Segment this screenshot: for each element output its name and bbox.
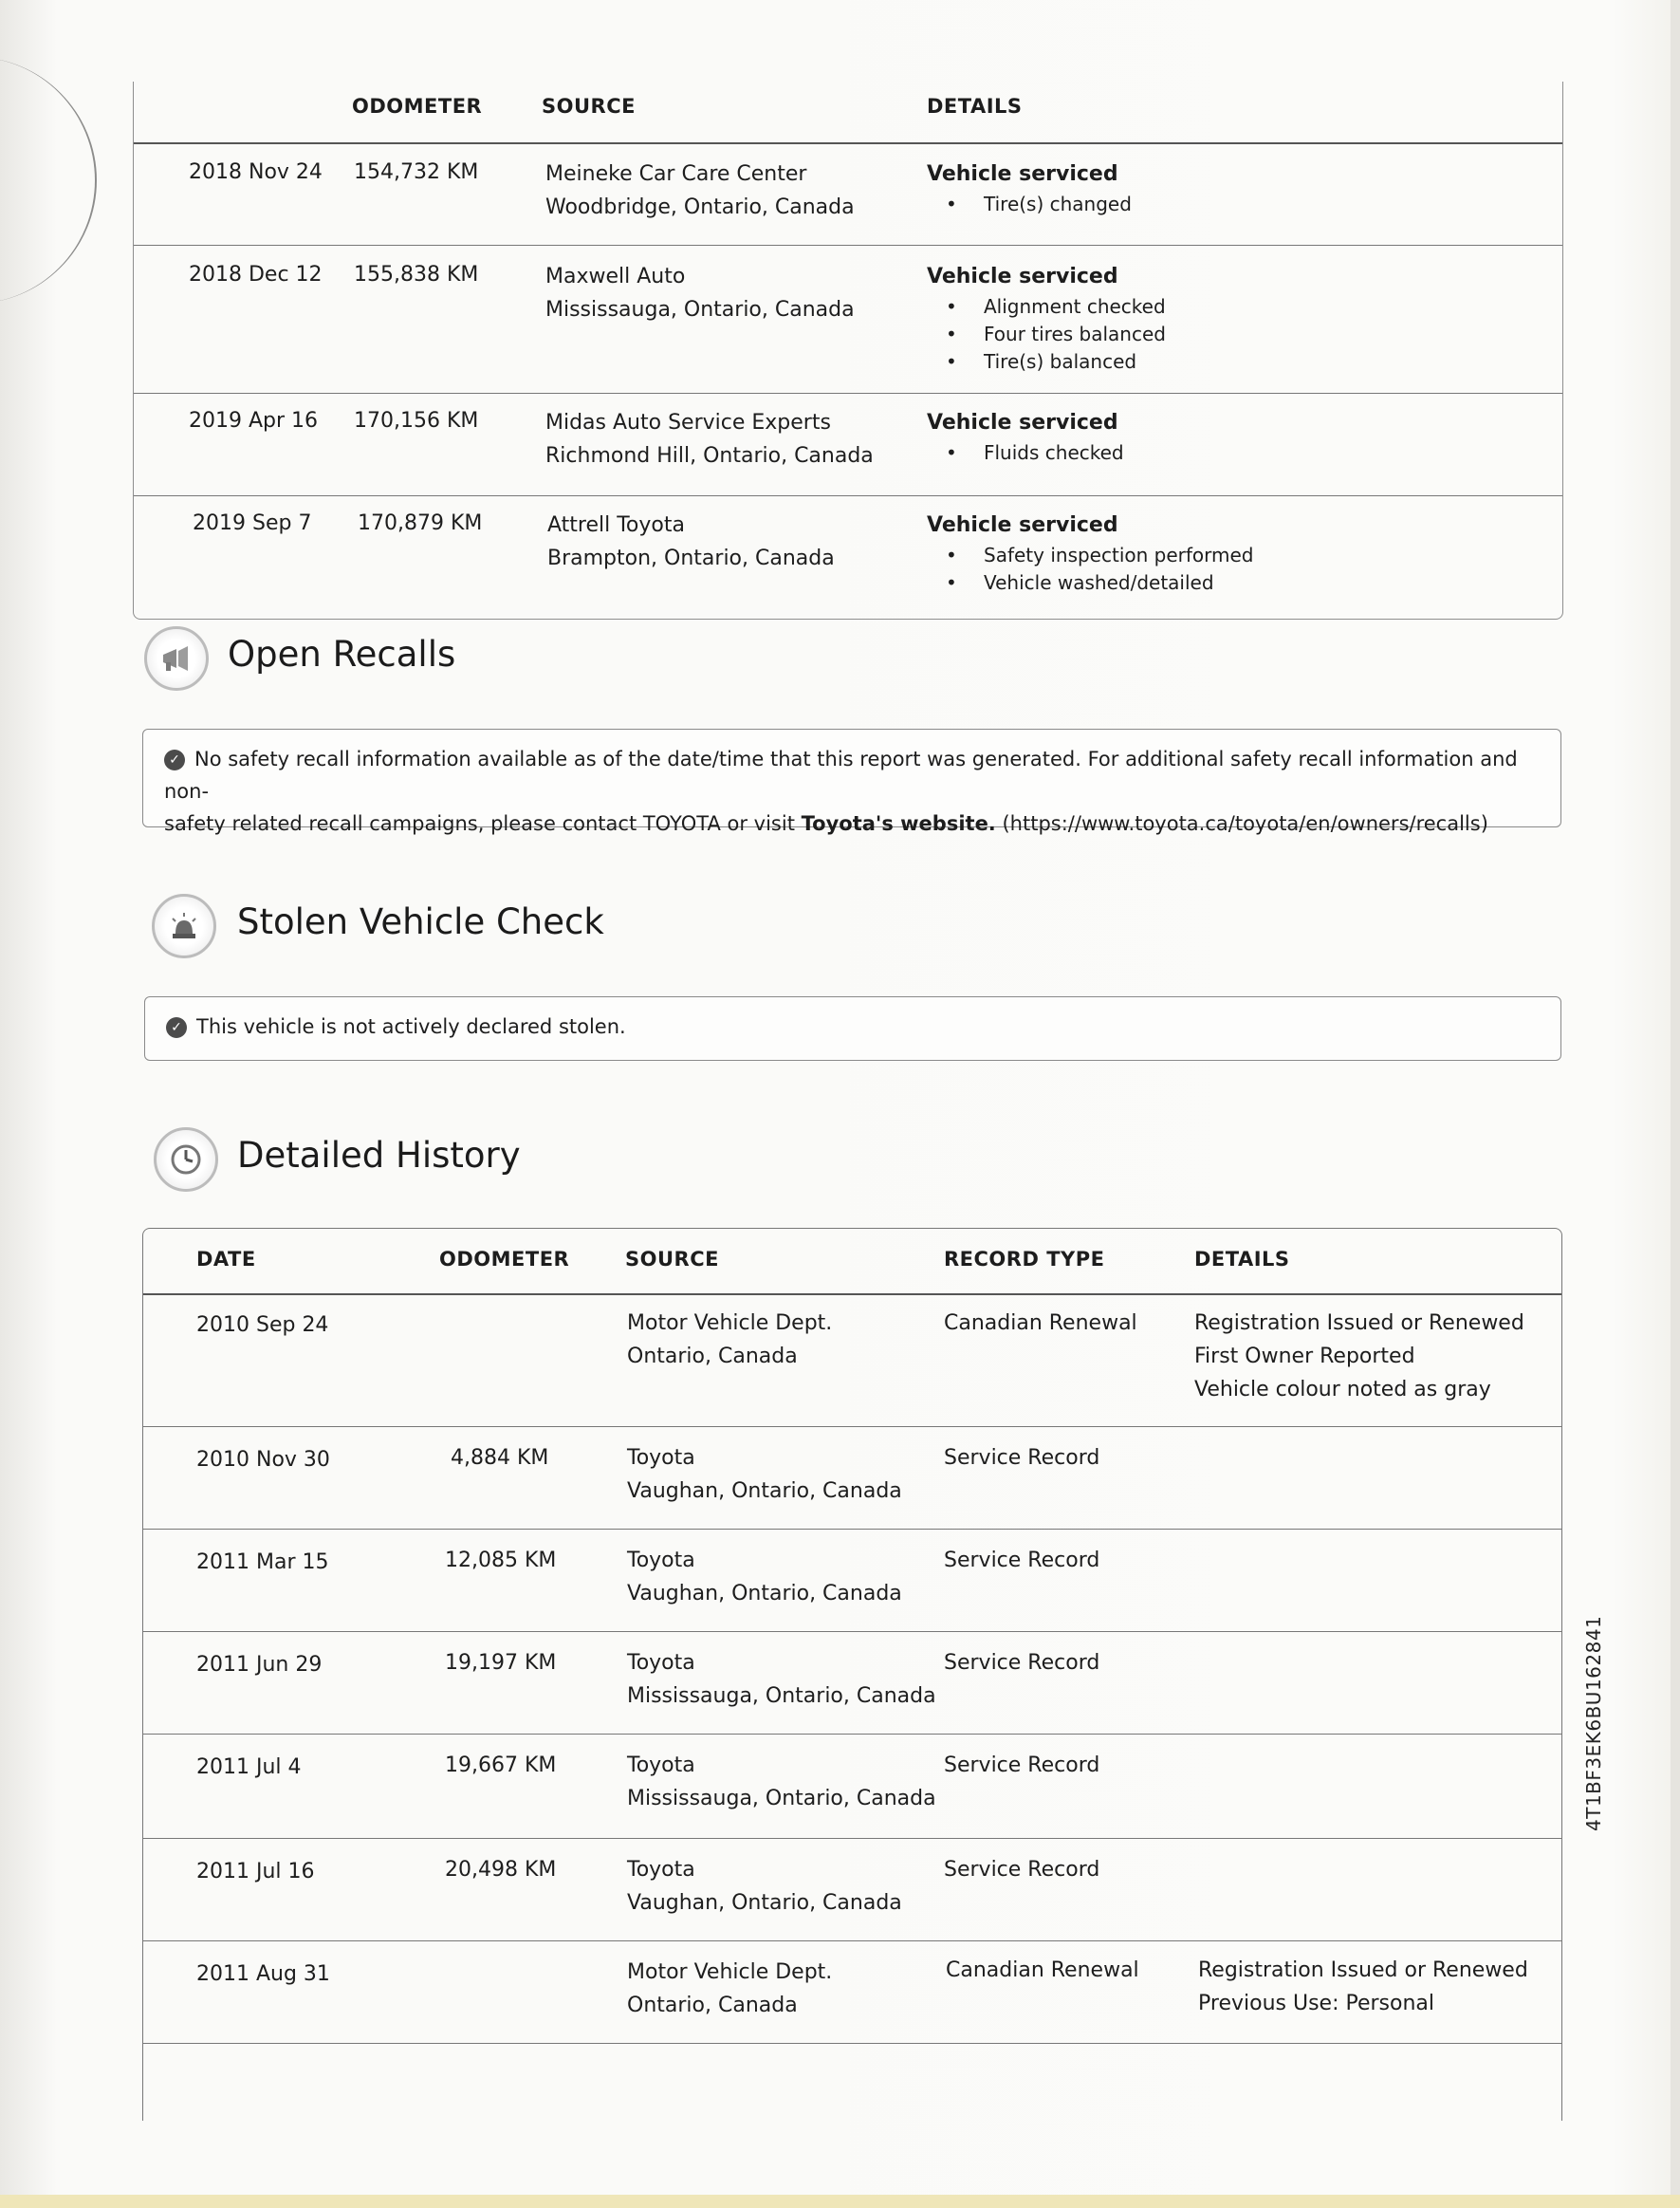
row-source (627, 1853, 902, 1920)
row-odometer: 20,498 KM (445, 1858, 557, 1882)
detail-title: Vehicle serviced (927, 411, 1118, 435)
row-date: 2010 Nov 30 (196, 1448, 330, 1472)
row-odometer: 170,879 KM (358, 511, 483, 535)
row-source (627, 1307, 832, 1373)
row-source (545, 260, 855, 326)
recall-message-line1: No safety recall information available as of the date/time that this report was generated. For additional safety recall information and non- (164, 748, 1518, 803)
row-source (547, 509, 835, 575)
row-source (627, 1544, 902, 1610)
check-circle-icon: ✓ (164, 750, 185, 770)
row-odometer: 12,085 KM (445, 1549, 557, 1572)
row-date: 2019 Apr 16 (189, 409, 319, 433)
row-date: 2018 Dec 12 (189, 263, 323, 287)
row-details (927, 260, 1166, 376)
row-record-type: Service Record (944, 1753, 1100, 1777)
source-name: Motor Vehicle Dept. (627, 1960, 833, 1984)
source-location: Mississauga, Ontario, Canada (627, 1684, 936, 1708)
row-odometer: 19,667 KM (445, 1753, 557, 1777)
source-location: Ontario, Canada (627, 1994, 798, 2017)
source-location: Vaughan, Ontario, Canada (627, 1582, 902, 1605)
stolen-message (166, 1011, 626, 1043)
row-date: 2011 Aug 31 (196, 1962, 330, 1986)
table-row (143, 1840, 1561, 1941)
row-source (627, 1956, 832, 2022)
header-record-type: RECORD TYPE (944, 1248, 1105, 1271)
row-odometer: 19,197 KM (445, 1651, 557, 1675)
page-curl (0, 57, 97, 304)
table-row (143, 1295, 1561, 1427)
source-location: Brampton, Ontario, Canada (547, 547, 835, 570)
clock-gauge-icon (154, 1127, 218, 1192)
stolen-check-title: Stolen Vehicle Check (237, 901, 604, 942)
detail-line: First Owner Reported (1194, 1345, 1415, 1368)
row-source (545, 158, 855, 224)
recall-notice (142, 729, 1561, 835)
detail-item: • Four tires balanced (927, 321, 1166, 348)
header-source: SOURCE (625, 1248, 719, 1271)
table-row (134, 497, 1562, 617)
detailed-history-title: Detailed History (237, 1135, 521, 1176)
toyota-website-link[interactable]: Toyota's website. (801, 812, 996, 835)
open-recalls-title: Open Recalls (228, 634, 456, 675)
detail-title: Vehicle serviced (927, 513, 1118, 537)
source-name: Attrell Toyota (547, 513, 685, 537)
source-name: Meineke Car Care Center (545, 162, 807, 186)
source-location: Vaughan, Ontario, Canada (627, 1891, 902, 1915)
row-odometer: 155,838 KM (354, 263, 479, 287)
page-edge (1671, 0, 1680, 2208)
source-location: Ontario, Canada (627, 1345, 798, 1368)
source-location: Woodbridge, Ontario, Canada (545, 195, 855, 219)
header-details: DETAILS (1194, 1248, 1290, 1271)
row-odometer: 170,156 KM (354, 409, 479, 433)
recall-url: (https://www.toyota.ca/toyota/en/owners/recalls) (995, 812, 1488, 835)
row-odometer: 4,884 KM (451, 1446, 549, 1470)
table-row (134, 247, 1562, 394)
detail-line: Previous Use: Personal (1198, 1992, 1434, 2015)
table-header (143, 1229, 1561, 1295)
detail-item: • Fluids checked (927, 439, 1124, 467)
table-row (143, 1633, 1561, 1735)
table-row (143, 1942, 1561, 2044)
detail-item: • Alignment checked (927, 293, 1166, 321)
source-name: Motor Vehicle Dept. (627, 1311, 833, 1335)
detail-title: Vehicle serviced (927, 162, 1118, 186)
table-row (143, 1531, 1561, 1632)
source-name: Maxwell Auto (545, 265, 686, 288)
row-date: 2011 Jul 4 (196, 1755, 302, 1779)
source-name: Toyota (627, 1858, 695, 1882)
detail-item: • Safety inspection performed (927, 542, 1254, 569)
source-name: Toyota (627, 1549, 695, 1572)
row-record-type: Service Record (944, 1651, 1100, 1675)
service-history-table (133, 82, 1563, 620)
stolen-notice (144, 996, 1561, 1061)
detail-item: • Tire(s) changed (927, 191, 1132, 218)
header-date: DATE (196, 1248, 256, 1271)
source-location: Mississauga, Ontario, Canada (627, 1787, 936, 1810)
row-record-type: Canadian Renewal (946, 1958, 1139, 1982)
detail-item: • Vehicle washed/detailed (927, 569, 1254, 597)
page-bottom-band (0, 2195, 1680, 2208)
table-row (143, 1735, 1561, 1839)
detail-line: Registration Issued or Renewed (1198, 1958, 1528, 1982)
detail-title: Vehicle serviced (927, 265, 1118, 288)
row-record-type: Service Record (944, 1858, 1100, 1882)
row-odometer: 154,732 KM (354, 160, 479, 184)
detail-line: Vehicle colour noted as gray (1194, 1378, 1491, 1401)
header-source: SOURCE (542, 95, 636, 118)
row-date: 2010 Sep 24 (196, 1313, 329, 1337)
row-date: 2011 Jul 16 (196, 1860, 315, 1883)
table-header (134, 82, 1562, 144)
row-date: 2019 Sep 7 (193, 511, 312, 535)
row-source (627, 1441, 902, 1508)
row-record-type: Service Record (944, 1446, 1100, 1470)
row-details (927, 509, 1254, 597)
header-odometer: ODOMETER (439, 1248, 570, 1271)
header-odometer: ODOMETER (352, 95, 483, 118)
detail-item: • Tire(s) balanced (927, 348, 1166, 376)
header-details: DETAILS (927, 95, 1023, 118)
row-source (545, 406, 874, 473)
row-details (1194, 1307, 1524, 1406)
recall-megaphone-icon (144, 626, 209, 691)
row-details (927, 406, 1124, 467)
row-source (627, 1646, 936, 1713)
detail-line: Registration Issued or Renewed (1194, 1311, 1524, 1335)
row-details (927, 158, 1132, 218)
row-date: 2011 Mar 15 (196, 1550, 329, 1574)
source-name: Toyota (627, 1651, 695, 1675)
police-siren-icon (152, 894, 216, 958)
stolen-message-text: This vehicle is not actively declared stolen. (196, 1015, 626, 1038)
source-name: Toyota (627, 1753, 695, 1777)
row-date: 2011 Jun 29 (196, 1653, 323, 1677)
table-row (143, 1428, 1561, 1530)
row-record-type: Service Record (944, 1549, 1100, 1572)
row-record-type: Canadian Renewal (944, 1311, 1137, 1335)
source-location: Richmond Hill, Ontario, Canada (545, 444, 874, 468)
source-location: Mississauga, Ontario, Canada (545, 298, 855, 322)
vin-number: 4T1BF3EK6BU162841 (1582, 1615, 1605, 1831)
source-name: Midas Auto Service Experts (545, 411, 831, 435)
table-row (134, 144, 1562, 246)
row-source (627, 1749, 936, 1815)
recall-message-line2: safety related recall campaigns, please contact TOYOTA or visit (164, 812, 802, 835)
table-row (134, 395, 1562, 496)
source-name: Toyota (627, 1446, 695, 1470)
check-circle-icon: ✓ (166, 1017, 187, 1038)
row-date: 2018 Nov 24 (189, 160, 323, 184)
detailed-history-table (142, 1228, 1562, 2121)
row-details (1198, 1954, 1528, 2020)
source-location: Vaughan, Ontario, Canada (627, 1479, 902, 1503)
recall-message (164, 743, 1549, 840)
